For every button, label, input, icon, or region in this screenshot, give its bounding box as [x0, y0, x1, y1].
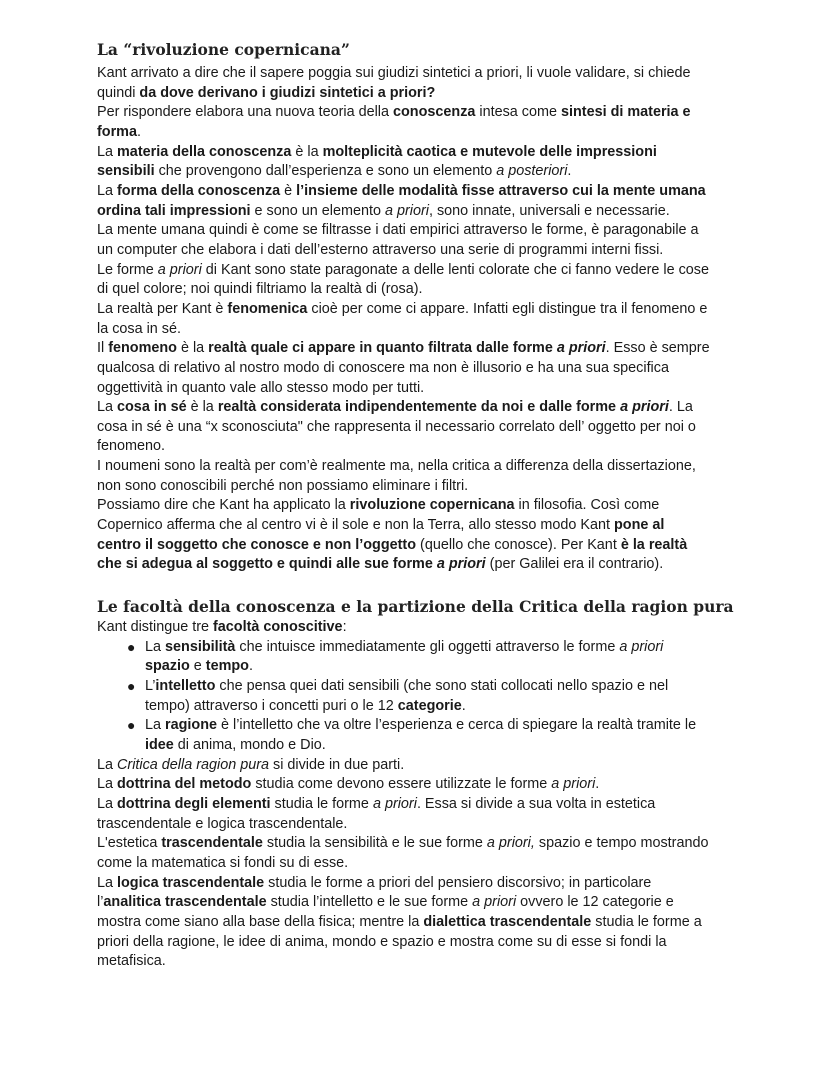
bold-text-run: spazio — [145, 658, 190, 675]
bold-text-run: dottrina del metodo — [117, 776, 252, 793]
text-run: ovvero le 12 categorie e — [516, 894, 674, 911]
text-line — [97, 143, 710, 163]
text-line — [97, 398, 710, 418]
text-run: . Essa si divide a sua volta in estetica — [416, 795, 656, 812]
text-line — [97, 379, 710, 399]
text-line — [97, 261, 710, 281]
text-line — [97, 854, 708, 874]
text-run: I noumeni sono la realtà per com’è realmente ma, nella critica a differenza della dissertazione, — [97, 458, 696, 475]
italic-text-run: a posteriori — [496, 163, 568, 180]
text-run: studia come devono essere utilizzate le forme — [251, 776, 552, 793]
text-line — [97, 221, 710, 241]
text-line — [97, 202, 710, 222]
bold-text-run: realtà quale ci appare in quanto filtrata dalle forme — [208, 340, 557, 357]
text-line — [97, 418, 710, 438]
bold-text-run: forma della conoscenza — [117, 182, 281, 199]
text-run: , sono innate, universali e necessarie. — [428, 202, 670, 219]
text-run: Kant arrivato a dire che il sapere poggia sui giudizi sintetici a priori, li vuole validare, si chiede — [97, 65, 691, 81]
text-run: La — [97, 143, 118, 160]
text-run: Per rispondere elabora una nuova teoria della — [97, 104, 394, 121]
text-run: cosa in sé è una “x sconosciuta" che rappresenta il necessario correlato dell’ oggetto per noi o — [97, 418, 696, 435]
bold-text-run: analitica trascendentale — [103, 894, 267, 911]
text-run: . La — [668, 399, 693, 416]
text-run: e — [189, 658, 206, 675]
text-run: L'estetica — [97, 835, 162, 852]
bold-text-run: rivoluzione copernicana — [349, 497, 515, 514]
section-heading-rivoluzione-copernicana: La “rivoluzione copernicana” — [97, 40, 350, 59]
bold-text-run: è la realtà — [620, 536, 688, 553]
bold-text-run: sensibilità — [165, 638, 236, 655]
bold-text-run: dottrina degli elementi — [117, 795, 271, 812]
text-line — [97, 162, 710, 182]
text-line — [97, 103, 710, 123]
bullet-icon: ● — [127, 677, 136, 694]
text-line — [97, 300, 710, 320]
bullet-icon: ● — [127, 717, 136, 734]
bold-text-run: sintesi di materia e — [560, 104, 691, 121]
text-run: spazio e tempo mostrando — [534, 835, 709, 852]
text-run: l’ — [97, 894, 104, 911]
bold-text-run: fenomenica — [227, 300, 308, 317]
bold-text-run: da dove derivano i giudizi sintetici a priori? — [139, 84, 436, 101]
text-run: studia le forme — [270, 795, 373, 812]
text-run: priori della ragione, le idee di anima, mondo e spazio e mostra come su di esse si fondi la — [97, 933, 667, 950]
text-run: di anima, mondo e Dio. — [173, 736, 326, 753]
bold-text-run: conoscenza — [393, 104, 476, 121]
bold-text-run: l’insieme delle modalità fisse attraverso cui la mente umana — [296, 182, 706, 199]
text-run: Copernico afferma che al centro vi è il sole e non la Terra, allo stesso modo Kant — [97, 517, 615, 534]
text-run: . — [595, 776, 600, 793]
text-run: : — [342, 619, 347, 635]
text-run: (quello che conosce). Per Kant — [416, 536, 621, 553]
text-run: è la — [186, 399, 218, 416]
text-run: . — [136, 123, 141, 140]
italic-text-run: a priori, — [486, 835, 535, 852]
bold-text-run: realtà considerata indipendentemente da noi e dalle forme — [217, 399, 621, 416]
text-run: che provengono dall’esperienza e sono un elemento — [154, 163, 497, 180]
text-line — [97, 834, 708, 854]
text-line — [97, 320, 710, 340]
text-line — [97, 437, 710, 457]
section-body-facolta-conoscenza — [97, 618, 708, 972]
text-run: è la — [291, 143, 323, 160]
bold-text-run: a priori — [556, 340, 606, 357]
text-run: la cosa in sé. — [97, 320, 181, 337]
text-run: di Kant sono state paragonate a delle lenti colorate che ci fanno vedere le cose — [201, 261, 710, 278]
text-line — [97, 795, 708, 815]
text-line — [97, 815, 708, 835]
text-line — [97, 477, 710, 497]
text-line — [97, 775, 708, 795]
text-line — [97, 933, 708, 953]
text-run: fenomeno. — [97, 438, 166, 455]
bold-text-run: facoltà conoscitive — [213, 619, 343, 635]
text-run: L’ — [145, 677, 156, 694]
italic-text-run: Critica della ragion pura — [117, 756, 269, 773]
text-line — [97, 359, 710, 379]
text-run: La — [97, 874, 118, 891]
bold-text-run: tempo — [205, 658, 249, 675]
text-run: La — [145, 717, 166, 734]
text-run: Possiamo dire che Kant ha applicato la — [97, 497, 350, 514]
text-run: come la matematica si fondi su di esse. — [97, 854, 349, 871]
text-run: studia le forme a — [591, 913, 702, 930]
bold-text-run: a priori — [620, 399, 669, 416]
text-line — [97, 457, 710, 477]
text-run: quindi — [97, 84, 140, 101]
text-run: oggettività in quanto vale allo stesso modo per tutti. — [97, 379, 425, 396]
text-run: non sono conoscibili perché non possiamo eliminare i filtri. — [97, 477, 469, 494]
text-run: è la — [176, 340, 209, 357]
text-run: La — [145, 638, 166, 655]
text-line — [97, 536, 710, 556]
text-line — [97, 657, 708, 677]
bullet-list-item — [97, 638, 708, 658]
bold-text-run: centro il soggetto che conosce e non l’oggetto — [97, 536, 417, 553]
text-line — [97, 182, 710, 202]
text-line — [97, 952, 708, 972]
bullet-list-item — [97, 677, 708, 697]
text-line — [97, 123, 710, 143]
text-line — [97, 241, 710, 261]
text-run: si divide in due parti. — [269, 756, 405, 773]
bold-text-run: pone al — [614, 517, 665, 534]
text-run: è l’intelletto che va oltre l’esperienza e cerca di spiegare la realtà tramite le — [217, 717, 697, 734]
bold-text-run: sensibili — [97, 163, 155, 180]
text-run: La — [97, 756, 118, 773]
bold-text-run: molteplicità caotica e mutevole delle impressioni — [322, 143, 657, 160]
italic-text-run: a priori — [157, 261, 202, 278]
text-run: metafisica. — [97, 953, 166, 970]
bold-text-run: categorie — [397, 697, 462, 714]
text-line — [97, 736, 708, 756]
bold-text-run: forma — [97, 123, 137, 140]
text-run: è — [280, 182, 297, 199]
text-run: di quel colore; noi quindi filtriamo la realtà di (rosa). — [97, 281, 423, 298]
text-line — [97, 339, 710, 359]
text-run: che pensa quei dati sensibili (che sono stati collocati nello spazio e nel — [215, 677, 669, 694]
bold-text-run: ragione — [165, 717, 217, 734]
text-line — [97, 756, 708, 776]
text-run: La — [97, 182, 118, 199]
text-run: in filosofia. Così come — [514, 497, 660, 514]
section-heading-facolta-conoscenza: Le facoltà della conoscenza e la partizione della Critica della ragion pura — [97, 597, 734, 616]
text-run: La — [97, 795, 118, 812]
text-run: qualcosa di relativo al nostro modo di conoscere ma non è illusorio e ha una sua specifica — [97, 359, 669, 376]
text-run: . — [461, 697, 466, 714]
text-run: . — [567, 163, 572, 180]
section-body-rivoluzione-copernicana — [97, 64, 710, 575]
text-run: La mente umana quindi è come se filtrasse i dati empirici attraverso le forme, è paragonabile a — [97, 222, 699, 239]
text-line — [97, 516, 710, 536]
text-line — [97, 496, 710, 516]
text-line — [97, 84, 710, 104]
text-run: (per Galilei era il contrario). — [485, 556, 664, 573]
italic-text-run: a priori — [384, 202, 429, 219]
text-run: trascendentale e logica trascendentale. — [97, 815, 348, 832]
text-line — [97, 913, 708, 933]
text-run: mostra come siano alla base della fisica; mentre la — [97, 913, 424, 930]
bold-text-run: a priori — [436, 556, 486, 573]
bold-text-run: trascendentale — [161, 835, 263, 852]
text-run: La — [97, 776, 118, 793]
text-run: studia le forme a priori del pensiero discorsivo; in particolare — [264, 874, 652, 891]
bold-text-run: cosa in sé — [117, 399, 187, 416]
text-line — [97, 64, 710, 84]
text-run: intesa come — [475, 104, 561, 121]
italic-text-run: a priori — [619, 638, 664, 655]
text-run: Kant distingue tre — [97, 619, 213, 635]
bold-text-run: che si adegua al soggetto e quindi alle sue forme — [97, 556, 437, 573]
text-run: studia l’intelletto e le sue forme — [266, 894, 473, 911]
text-line — [97, 555, 710, 575]
bold-text-run: materia della conoscenza — [117, 143, 292, 160]
text-run: tempo) attraverso i concetti puri o le 12 — [145, 697, 398, 714]
text-line — [97, 893, 708, 913]
bullet-icon: ● — [127, 638, 136, 655]
text-run: La — [97, 399, 118, 416]
text-line — [97, 618, 708, 638]
text-line — [97, 874, 708, 894]
italic-text-run: a priori — [551, 776, 596, 793]
text-run: Il — [97, 340, 109, 357]
bold-text-run: fenomeno — [108, 340, 177, 357]
italic-text-run: a priori — [372, 795, 417, 812]
italic-text-run: a priori — [472, 894, 517, 911]
text-run: cioè per come ci appare. Infatti egli distingue tra il fenomeno e — [307, 300, 708, 317]
text-run: e sono un elemento — [250, 202, 385, 219]
bullet-list-item — [97, 716, 708, 736]
text-run: che intuisce immediatamente gli oggetti attraverso le forme — [235, 638, 620, 655]
text-line — [97, 280, 710, 300]
text-run: un computer che elabora i dati dell’esterno attraverso una serie di programmi interni fissi. — [97, 241, 664, 258]
text-run: . — [248, 658, 253, 675]
text-run: . Esso è sempre — [605, 340, 710, 357]
text-run: studia la sensibilità e le sue forme — [262, 835, 487, 852]
bold-text-run: dialettica trascendentale — [423, 913, 592, 930]
text-line — [97, 697, 708, 717]
bold-text-run: idee — [145, 736, 174, 753]
text-run: La realtà per Kant è — [97, 300, 228, 317]
bold-text-run: intelletto — [155, 677, 216, 694]
bold-text-run: ordina tali impressioni — [97, 202, 251, 219]
text-run: Le forme — [97, 261, 158, 278]
bold-text-run: logica trascendentale — [117, 874, 265, 891]
